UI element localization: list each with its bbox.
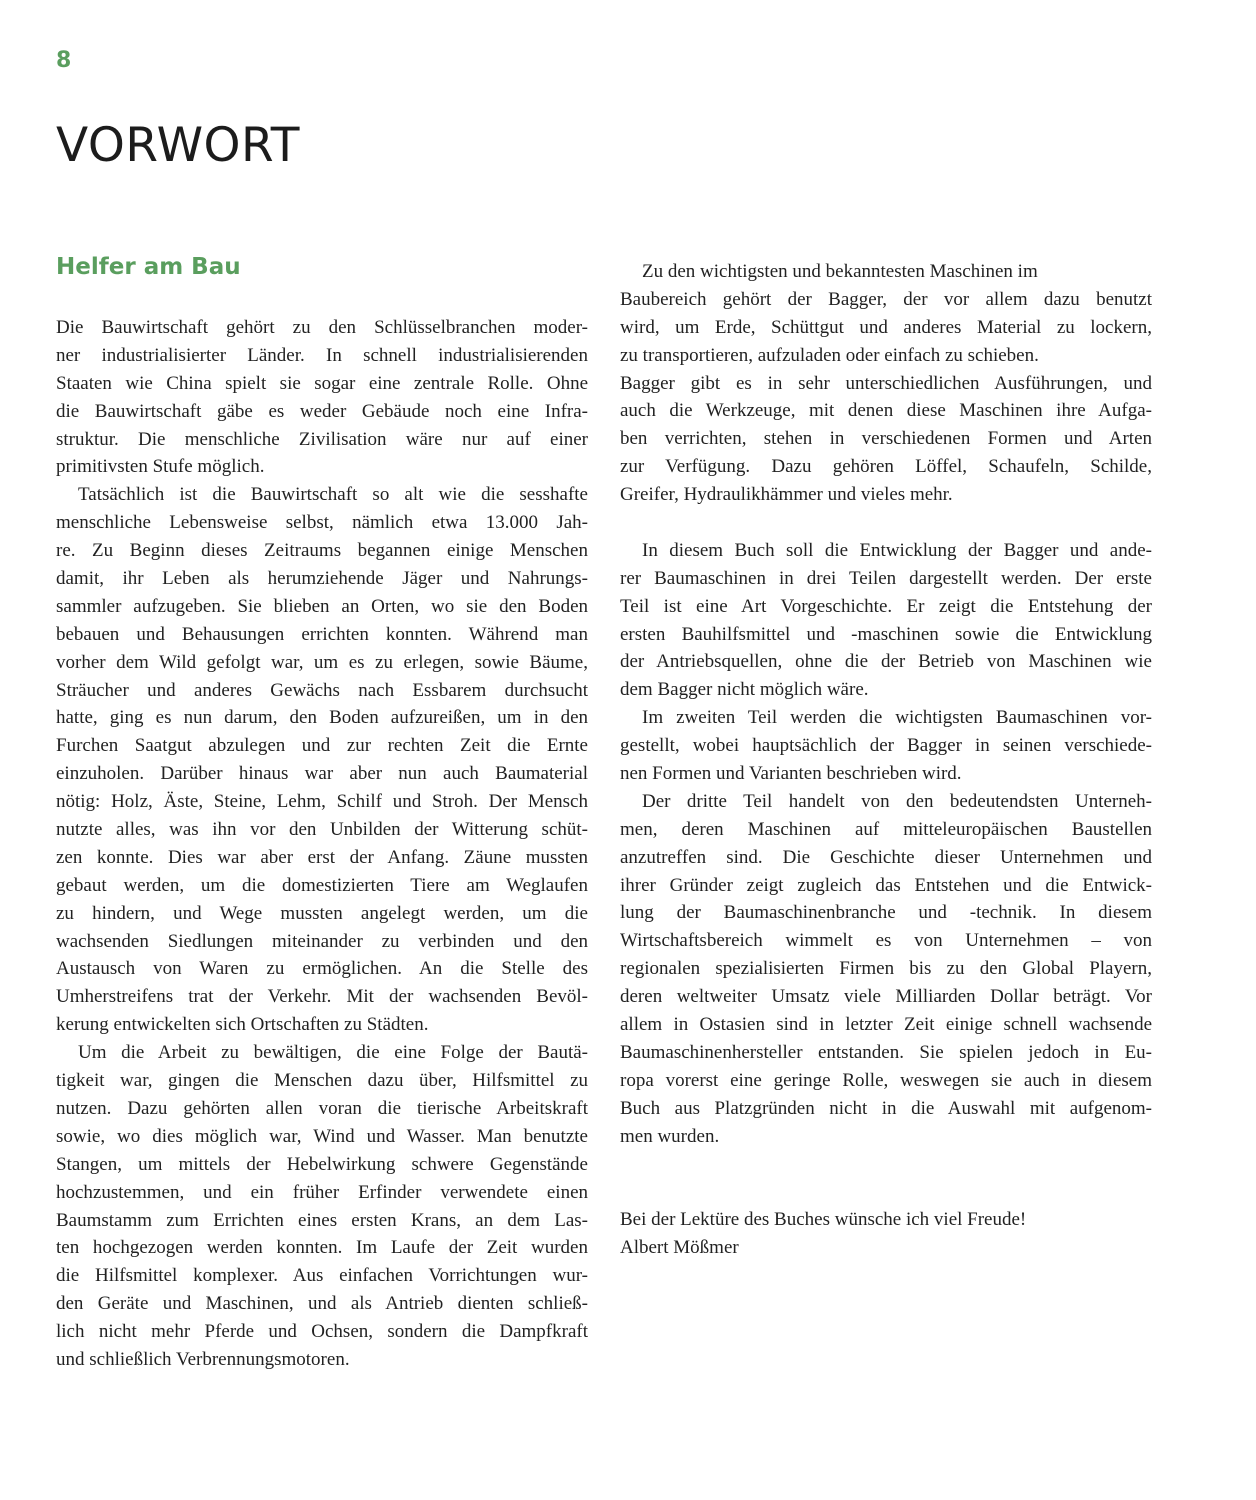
text-line: Baumstamm zum Errichten eines ersten Krans, an dem Las- [56, 1209, 588, 1231]
text-line: die Hilfsmittel komplexer. Aus einfachen Vorrichtungen wur- [56, 1265, 588, 1287]
text-line: wird, um Erde, Schüttgut und anderes Material zu lockern, [620, 316, 1152, 338]
text-line: einzuholen. Darüber hinaus war aber nun auch Baumaterial [56, 763, 588, 785]
text-line: der Antriebsquellen, ohne die der Betrieb von Maschinen wie [620, 651, 1152, 673]
text-line: zu hindern, und Wege mussten angelegt werden, um die [56, 902, 588, 924]
text-line: nen Formen und Varianten beschrieben wird. [620, 763, 962, 785]
text-line: damit, ihr Leben als herumziehende Jäger und Nahrungs- [56, 568, 588, 590]
text-line: ersten Bauhilfsmittel und -maschinen sowie die Entwicklung [620, 623, 1152, 645]
section-heading: Helfer am Bau [56, 254, 241, 280]
text-line: Buch aus Platzgründen nicht in die Auswahl mit aufgenom- [620, 1097, 1152, 1119]
text-line: anzutreffen sind. Die Geschichte dieser Unternehmen und [620, 846, 1152, 868]
text-line: Umherstreifens trat der Verkehr. Mit der wachsenden Bevöl- [56, 986, 588, 1008]
text-line: ben verrichten, stehen in verschiedenen Formen und Arten [620, 428, 1152, 450]
page-title: VORWORT [56, 118, 300, 173]
text-line: allem in Ostasien sind in letzter Zeit einige schnell wachsende [620, 1014, 1152, 1036]
text-line: lung der Baumaschinenbranche und -technik. In diesem [620, 902, 1152, 924]
right-text-column [620, 258, 1152, 1262]
text-line: Baubereich gehört der Bagger, der vor allem dazu benutzt [620, 288, 1152, 310]
text-line: Baumaschinenhersteller entstanden. Sie spielen jedoch in Eu- [620, 1041, 1152, 1063]
text-line: den Geräte und Maschinen, und als Antrieb dienten schließ- [56, 1293, 588, 1315]
text-line: zu transportieren, aufzuladen oder einfach zu schieben. [620, 344, 1039, 366]
text-line: ten hochgezogen werden konnten. Im Laufe der Zeit wurden [56, 1237, 588, 1259]
text-line: struktur. Die menschliche Zivilisation wäre nur auf einer [56, 428, 588, 450]
text-line: bebauen und Behausungen errichten konnten. Während man [56, 623, 588, 645]
text-line: Albert Mößmer [620, 1237, 739, 1259]
text-line: Um die Arbeit zu bewältigen, die eine Folge der Bautä- [78, 1042, 588, 1064]
text-line: primitivsten Stufe möglich. [56, 456, 265, 478]
text-line: Tatsächlich ist die Bauwirtschaft so alt wie die sesshafte [78, 484, 588, 506]
text-line: Stangen, um mittels der Hebelwirkung schwere Gegenstände [56, 1153, 588, 1175]
text-line: Der dritte Teil handelt von den bedeutendsten Unterneh- [642, 790, 1152, 812]
text-line: Im zweiten Teil werden die wichtigsten Baumaschinen vor- [642, 707, 1152, 729]
text-line [620, 1178, 1152, 1206]
text-line: sowie, wo dies möglich war, Wind und Wasser. Man benutzte [56, 1125, 588, 1147]
text-line: Greifer, Hydraulikhämmer und vieles mehr. [620, 484, 953, 506]
text-line: nötig: Holz, Äste, Steine, Lehm, Schilf und Stroh. Der Mensch [56, 791, 588, 813]
text-line: Sträucher und anderes Gewächs nach Essbarem durchsucht [56, 679, 588, 701]
text-line [620, 509, 1152, 537]
text-line: deren weltweiter Umsatz viele Milliarden Dollar beträgt. Vor [620, 986, 1152, 1008]
text-line: re. Zu Beginn dieses Zeitraums begannen einige Menschen [56, 540, 588, 562]
text-line: regionalen spezialisierten Firmen bis zu den Global Playern, [620, 958, 1152, 980]
text-line: Staaten wie China spielt sie sogar eine zentrale Rolle. Ohne [56, 372, 588, 394]
text-line: lich nicht mehr Pferde und Ochsen, sondern die Dampfkraft [56, 1321, 588, 1343]
text-line: Bei der Lektüre des Buches wünsche ich viel Freude! [620, 1209, 1027, 1231]
text-line: nutzen. Dazu gehörten allen voran die tierische Arbeitskraft [56, 1097, 588, 1119]
text-line: wachsenden Siedlungen miteinander zu verbinden und den [56, 930, 588, 952]
text-line: ropa vorerst eine geringe Rolle, weswegen sie auch in diesem [620, 1069, 1152, 1091]
page-number: 8 [56, 48, 72, 73]
text-line: hochzustemmen, und ein früher Erfinder verwendete einen [56, 1181, 588, 1203]
text-line: zen konnte. Dies war aber erst der Anfang. Zäune mussten [56, 846, 588, 868]
text-line: die Bauwirtschaft gäbe es weder Gebäude noch eine Infra- [56, 400, 588, 422]
text-line: hatte, ging es nun darum, den Boden aufzureißen, um in den [56, 707, 588, 729]
text-line [620, 1151, 1152, 1179]
text-line: Wirtschaftsbereich wimmelt es von Unternehmen – von [620, 930, 1152, 952]
text-line: gebaut werden, um die domestizierten Tiere am Weglaufen [56, 874, 588, 896]
text-line: Austausch von Waren zu ermöglichen. An die Stelle des [56, 958, 588, 980]
text-line: Furchen Saatgut abzulegen und zur rechten Zeit die Ernte [56, 735, 588, 757]
text-line: ner industrialisierter Länder. In schnell industrialisierenden [56, 344, 588, 366]
text-line: und schließlich Verbrennungsmotoren. [56, 1348, 350, 1370]
text-line: nutzte alles, was ihn vor den Unbilden der Witterung schüt- [56, 819, 588, 841]
text-line: auch die Werkzeuge, mit denen diese Maschinen ihre Aufga- [620, 400, 1152, 422]
text-line: Teil ist eine Art Vorgeschichte. Er zeigt die Entstehung der [620, 595, 1152, 617]
text-line: Bagger gibt es in sehr unterschiedlichen Ausführungen, und [620, 372, 1152, 394]
text-line: zur Verfügung. Dazu gehören Löffel, Schaufeln, Schilde, [620, 456, 1152, 478]
text-line: men, deren Maschinen auf mitteleuropäischen Baustellen [620, 818, 1152, 840]
text-line: dem Bagger nicht möglich wäre. [620, 679, 869, 701]
text-line: In diesem Buch soll die Entwicklung der Bagger und ande- [642, 539, 1152, 561]
text-line: men wurden. [620, 1125, 720, 1147]
text-line: Zu den wichtigsten und bekanntesten Maschinen im [642, 261, 1038, 282]
text-line: ihrer Gründer zeigt zugleich das Entstehen und die Entwick- [620, 874, 1152, 896]
left-text-column [56, 314, 588, 1374]
text-line: sammler aufzugeben. Sie blieben an Orten, wo sie den Boden [56, 595, 588, 617]
text-line: tigkeit war, gingen die Menschen dazu über, Hilfsmittel zu [56, 1070, 588, 1092]
text-line: rer Baumaschinen in drei Teilen dargestellt werden. Der erste [620, 567, 1152, 589]
text-line: menschliche Lebensweise selbst, nämlich etwa 13.000 Jah- [56, 512, 588, 534]
text-line: kerung entwickelten sich Ortschaften zu Städten. [56, 1014, 429, 1036]
text-line: Die Bauwirtschaft gehört zu den Schlüsselbranchen moder- [56, 317, 588, 338]
text-line: vorher dem Wild gefolgt war, um es zu erlegen, sowie Bäume, [56, 651, 588, 673]
text-line: gestellt, wobei hauptsächlich der Bagger in seinen verschiede- [620, 735, 1152, 757]
